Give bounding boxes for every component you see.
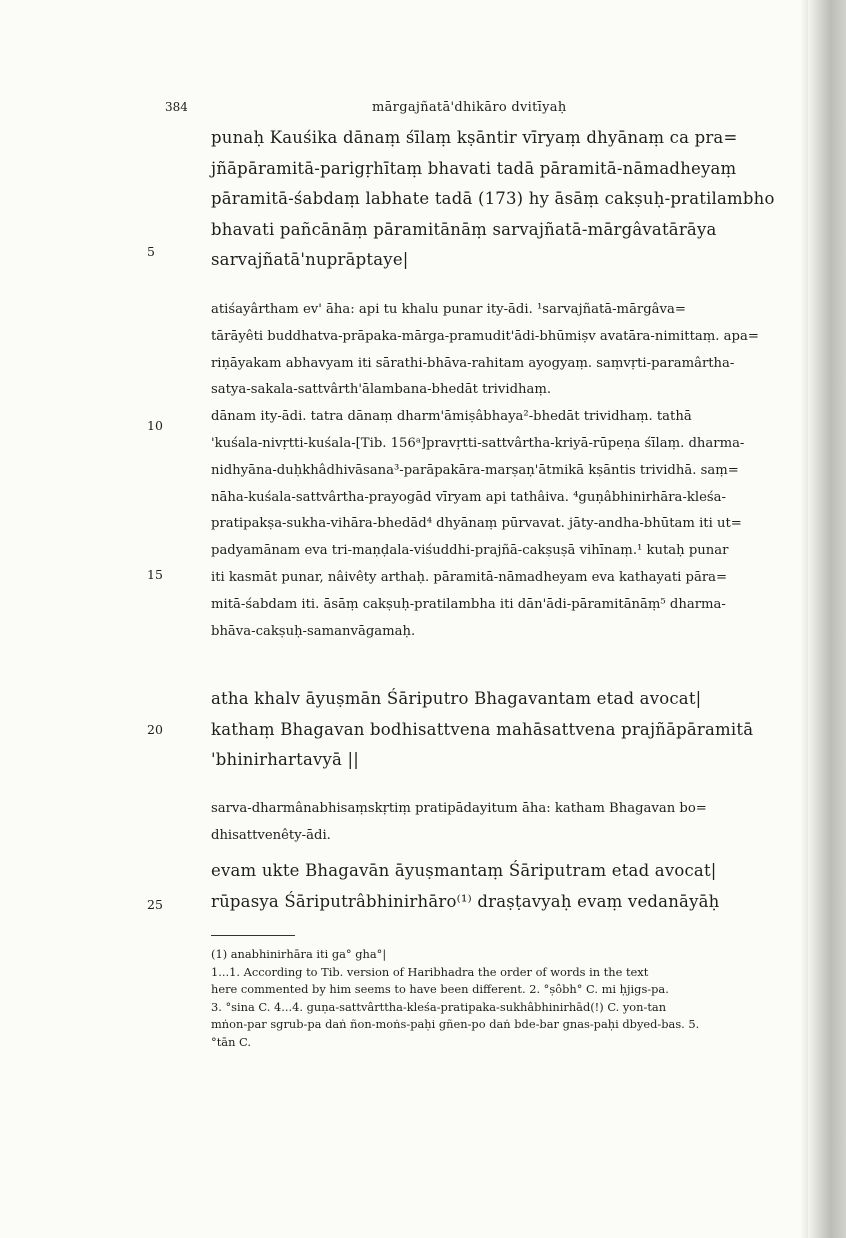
footnote-line: 3. °sina C. 4...4. guṇa-sattvârttha-kleśa-pratipaka-sukhâbhinirhād(!) C. yon-tan bbox=[211, 999, 667, 1014]
commentary-line: padyamānam eva tri-maṇḍala-viśuddhi-prajñā-cakṣuṣā vihīnaṃ.¹ kutaḥ punar bbox=[211, 543, 729, 559]
root-line: sarvajñatā'nuprāptaye| bbox=[211, 250, 409, 269]
root-text-2 bbox=[211, 684, 781, 776]
page-number: 384 bbox=[165, 100, 188, 114]
commentary-line: bhāva-cakṣuḥ-samanvāgamaḥ. bbox=[211, 623, 416, 639]
page-edge-shadow bbox=[800, 0, 808, 1238]
book-gutter-edge bbox=[808, 0, 846, 1238]
footnote-rule bbox=[211, 935, 295, 936]
line-number-15: 15 bbox=[147, 567, 163, 582]
root-line: bhavati pañcānāṃ pāramitānāṃ sarvajñatā-mārgâvatārāya bbox=[211, 219, 717, 239]
footnote-line: mṅon-par sgrub-pa daṅ ñon-moṅs-paḥi gñen-po daṅ bde-bar gnas-paḥi dbyed-bas. 5. bbox=[211, 1017, 700, 1031]
line-number-20: 20 bbox=[147, 722, 163, 737]
root-text-1 bbox=[211, 123, 781, 276]
commentary-line: sarva-dharmânabhisaṃskṛtiṃ pratipādayitum āha: katham Bhagavan bo= bbox=[211, 801, 707, 816]
root-line: kathaṃ Bhagavan bodhisattvena mahāsattvena prajñāpāramitā bbox=[211, 719, 754, 739]
commentary-line: dhisattvenêty-ādi. bbox=[211, 827, 331, 843]
footnote-line: 1...1. According to Tib. version of Haribhadra the order of words in the text bbox=[211, 964, 649, 979]
commentary-line: tārāyêti buddhatva-prāpaka-mārga-pramudit'ādi-bhūmiṣv avatāra-nimittaṃ. apa= bbox=[211, 328, 759, 344]
root-line: evam ukte Bhagavān āyuṣmantaṃ Śāriputram etad avocat| bbox=[211, 861, 717, 880]
commentary-line: atiśayârtham ev' āha: api tu khalu punar ity-ādi. ¹sarvajñatā-mārgâva= bbox=[211, 302, 686, 317]
commentary-line: dānam ity-ādi. tatra dānaṃ dharm'āmiṣâbhaya²-bhedāt trividhaṃ. tathā bbox=[211, 409, 692, 425]
root-line: punaḥ Kauśika dānaṃ śīlaṃ kṣāntir vīryaṃ dhyānaṃ ca pra= bbox=[211, 128, 738, 147]
footnote-line: (1) anabhinirhāra iti ga° gha°| bbox=[211, 947, 387, 961]
root-line: pāramitā-śabdaṃ labhate tadā (173) hy āsāṃ cakṣuḥ-pratilambho bbox=[211, 189, 775, 208]
commentary-line: satya-sakala-sattvârth'ālambana-bhedāt trividhaṃ. bbox=[211, 382, 552, 398]
commentary-line: iti kasmāt punar, nâivêty arthaḥ. pāramitā-nāmadheyam eva kathayati pāra= bbox=[211, 569, 728, 585]
root-line: jñāpāramitā-parigṛhītaṃ bhavati tadā pāramitā-nāmadheyaṃ bbox=[211, 158, 737, 178]
commentary-line: mitā-śabdam iti. āsāṃ cakṣuḥ-pratilambha iti dān'ādi-pāramitānāṃ⁵ dharma- bbox=[211, 596, 726, 612]
commentary-line: nāha-kuśala-sattvârtha-prayogād vīryam api tathâiva. ⁴guṇâbhinirhāra-kleśa- bbox=[211, 489, 726, 505]
commentary-1 bbox=[211, 297, 781, 645]
running-head: mārgajñatā'dhikāro dvitīyaḥ bbox=[372, 100, 567, 115]
commentary-line: 'kuśala-nivṛtti-kuśala-[Tib. 156ᵃ]pravṛtti-sattvârtha-kriyā-rūpeṇa śīlaṃ. dharma- bbox=[211, 435, 745, 451]
footnote-line: °tān C. bbox=[211, 1034, 251, 1049]
root-line: atha khalv āyuṣmān Śāriputro Bhagavantam etad avocat| bbox=[211, 689, 702, 708]
commentary-line: riṇāyakam abhavyam iti sārathi-bhāva-rahitam ayogyaṃ. saṃvṛti-paramârtha- bbox=[211, 355, 735, 371]
commentary-line: pratipakṣa-sukha-vihāra-bhedād⁴ dhyānaṃ pūrvavat. jāty-andha-bhūtam iti ut= bbox=[211, 516, 742, 532]
footnote-line: here commented by him seems to have been different. 2. °ṣôbh° C. mi ḥjigs-pa. bbox=[211, 982, 669, 996]
root-text-3 bbox=[211, 856, 781, 917]
line-number-5: 5 bbox=[147, 244, 155, 259]
commentary-line: nidhyāna-duḥkhâdhivāsana³-parāpakāra-marṣaṇ'ātmikā kṣāntis trividhā. saṃ= bbox=[211, 462, 739, 478]
line-number-25: 25 bbox=[147, 897, 163, 912]
root-line: rūpasya Śāriputrâbhinirhāro⁽¹⁾ draṣṭavyaḥ evaṃ vedanāyāḥ bbox=[211, 891, 720, 911]
footnotes bbox=[211, 946, 781, 1051]
root-line: 'bhinirhartavyā || bbox=[211, 750, 360, 769]
line-number-10: 10 bbox=[147, 418, 163, 433]
commentary-2 bbox=[211, 796, 781, 850]
